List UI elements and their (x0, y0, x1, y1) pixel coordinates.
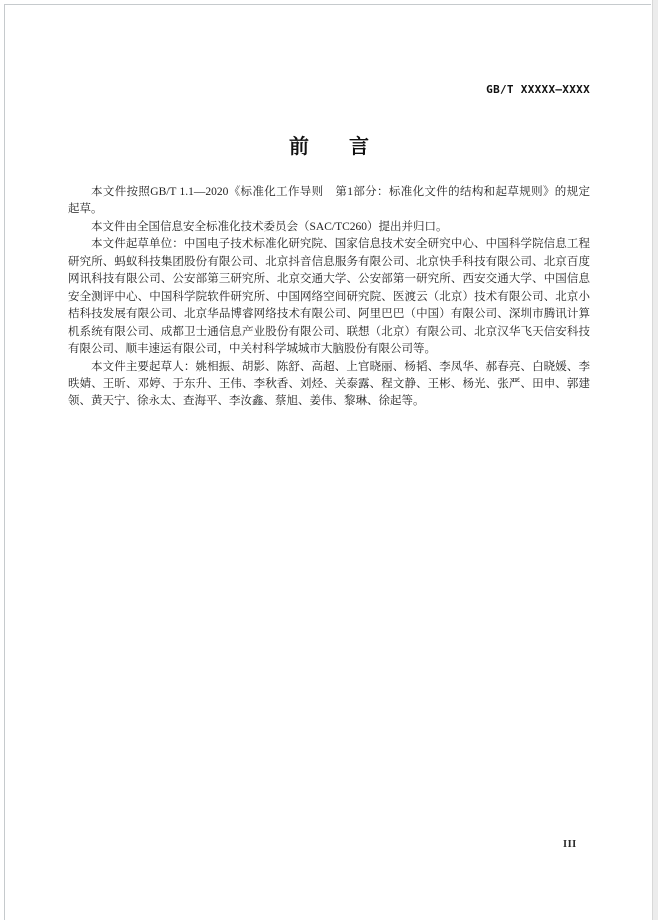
foreword-body (68, 184, 590, 411)
scrollbar-track[interactable] (652, 0, 658, 920)
paragraph-line: 起草。 (68, 203, 103, 216)
paragraph-line: 安全测评中心、中国科学院软件研究所、中国网络空间研究院、医渡云（北京）技术有限公司、北京小 (68, 290, 590, 303)
paragraph-line: 机系统有限公司、成都卫士通信息产业股份有限公司、联想（北京）有限公司、北京汉华飞天信安科技 (68, 325, 590, 338)
paragraph-line: 本文件按照GB/T 1.1—2020《标准化工作导则 第1部分：标准化文件的结构和起草规则》的规定 (91, 186, 590, 198)
foreword-title: 前 言 (289, 134, 369, 158)
paragraph-line: 研究所、蚂蚁科技集团股份有限公司、北京抖音信息服务有限公司、北京快手科技有限公司、北京百度 (68, 255, 590, 268)
paragraph-line: 有限公司、顺丰速运有限公司，中关村科学城城市大脑股份有限公司等。 (68, 343, 436, 356)
paragraph-line: 本文件由全国信息安全标准化技术委员会（SAC/TC260）提出并归口。 (91, 220, 448, 233)
page-left-edge-line (4, 4, 5, 920)
paragraph-line: 领、黄天宁、徐永太、查海平、李汝鑫、蔡旭、姜伟、黎琳、徐起等。 (68, 395, 425, 408)
paragraph-line: 昳婧、王昕、邓婷、于东升、王伟、李秋香、刘烃、关泰露、程文静、王彬、杨光、张严、田申、郭建 (68, 377, 590, 390)
paragraph-line: 本文件主要起草人：姚相振、胡影、陈舒、高超、上官晓丽、杨韬、李凤华、郝春亮、白晓媛、李 (91, 360, 590, 373)
paragraph-line: 网讯科技有限公司、公安部第三研究所、北京交通大学、公安部第一研究所、西安交通大学、中国信息 (68, 273, 590, 286)
page-number: III (563, 839, 577, 850)
standard-code-header: GB/T XXXXX—XXXX (486, 83, 590, 96)
paragraph-line: 桔科技发展有限公司、北京华品博睿网络技术有限公司、阿里巴巴（中国）有限公司、深圳市腾讯计算 (68, 308, 590, 321)
page-top-edge-line (4, 4, 651, 5)
paragraph-line: 本文件起草单位：中国电子技术标准化研究院、国家信息技术安全研究中心、中国科学院信息工程 (91, 238, 590, 251)
